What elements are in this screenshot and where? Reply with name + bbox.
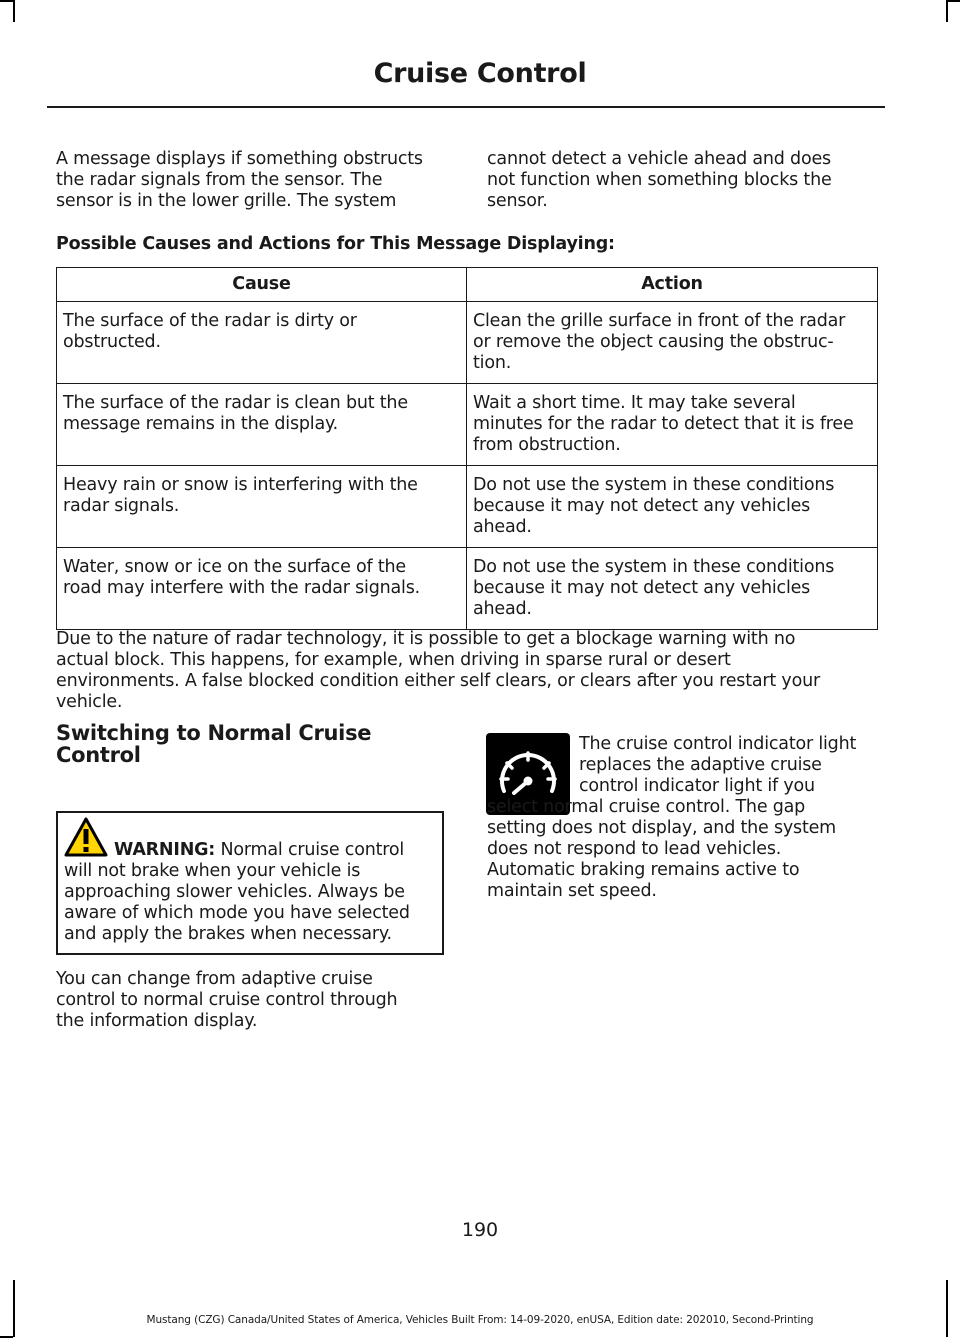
- action-cell: Do not use the system in these conditions because it may not detect any vehicles ahead.: [467, 466, 878, 548]
- crop-mark: [946, 0, 960, 2]
- crop-mark: [13, 1280, 15, 1337]
- column-header-action: Action: [467, 268, 878, 302]
- cause-cell: The surface of the radar is clean but the message remains in the display.: [57, 384, 467, 466]
- crop-mark: [946, 0, 948, 22]
- table-header-row: [57, 268, 878, 302]
- action-cell: Wait a short time. It may take several minutes for the radar to detect that it is free from obstruction.: [467, 384, 878, 466]
- causes-actions-table: [56, 267, 878, 630]
- switching-body-text: You can change from adaptive cruise control to normal cruise control through the information display.: [56, 969, 398, 1031]
- warning-text: WARNING: Normal cruise control will not brake when your vehicle is approaching slower vehicles. Always be aware of which mode you have selected and apply the brakes when necessary.: [64, 840, 410, 944]
- header-rule: [47, 106, 885, 108]
- cause-cell: The surface of the radar is dirty or obstructed.: [57, 302, 467, 384]
- page-title: Cruise Control: [373, 58, 587, 89]
- edition-footer: Mustang (CZG) Canada/United States of America, Vehicles Built From: 14-09-2020, enUSA, Edition date: 202010, Second-Printing: [146, 1314, 814, 1326]
- section-heading: Switching to Normal Cruise Control: [56, 721, 372, 767]
- crop-mark: [946, 1280, 948, 1337]
- table-row: [57, 302, 878, 384]
- radar-note-paragraph: Due to the nature of radar technology, it is possible to get a blockage warning with no actual block. This happens, for example, when driving in sparse rural or desert environments. A false blocked condition either self clears, or clears after you restart your vehicle.: [56, 629, 820, 712]
- cause-cell: Water, snow or ice on the surface of the road may interfere with the radar signals.: [57, 548, 467, 630]
- intro-column-left: A message displays if something obstructs the radar signals from the sensor. The sensor is in the lower grille. The system: [56, 149, 423, 211]
- indicator-text: The cruise control indicator light replaces the adaptive cruise control indicator light if you select normal cruise control. The gap setting does not display, and the system does not respond to lead vehicles. Automatic braking remains active to maintain set speed.: [487, 734, 857, 901]
- page-number: 190: [461, 1219, 499, 1241]
- action-cell: Do not use the system in these conditions because it may not detect any vehicles ahead.: [467, 548, 878, 630]
- cause-cell: Heavy rain or snow is interfering with the radar signals.: [57, 466, 467, 548]
- crop-mark: [13, 0, 15, 22]
- intro-column-right: cannot detect a vehicle ahead and does not function when something blocks the sensor.: [487, 149, 832, 211]
- table-row: [57, 384, 878, 466]
- table-row: [57, 548, 878, 630]
- action-cell: Clean the grille surface in front of the radar or remove the object causing the obstruc- tion.: [467, 302, 878, 384]
- column-header-cause: Cause: [57, 268, 467, 302]
- table-row: [57, 466, 878, 548]
- crop-mark: [0, 0, 13, 2]
- table-heading: Possible Causes and Actions for This Message Displaying:: [56, 234, 615, 254]
